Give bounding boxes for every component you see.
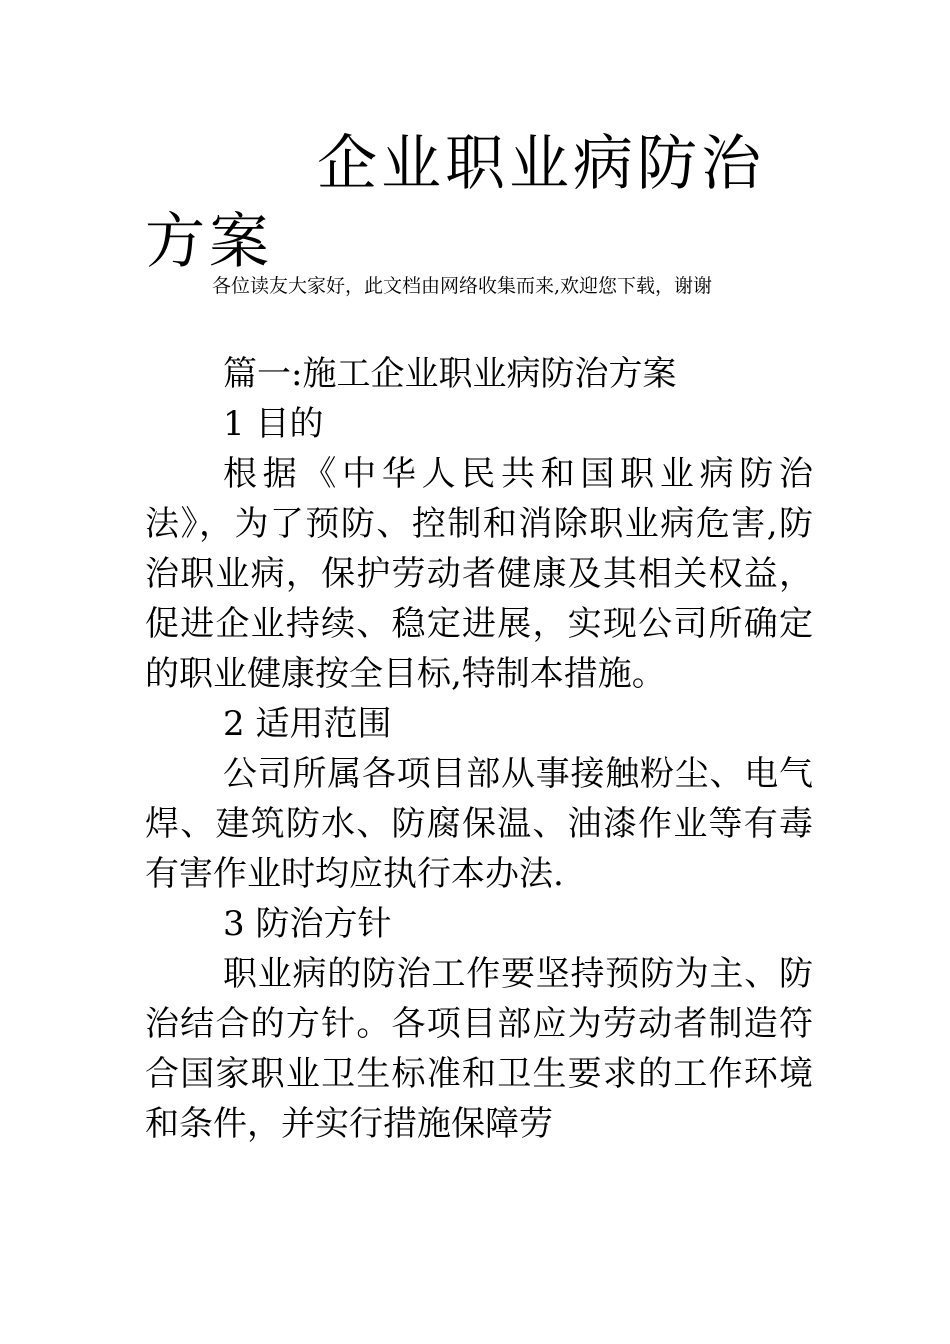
document-title: 企业职业病防治方案 [145,129,765,277]
section-heading-part-one: 篇一:施工企业职业病防治方案 [223,354,677,394]
paragraph-scope: 公司所属各项目部从事接触粉尘、电气焊、建筑防水、防腐保温、油漆作业等有毒有害作业时均应执行本办法. [145,754,813,894]
section-heading-purpose: 1 目的 [223,404,324,444]
download-notice: 各位读友大家好，此文档由网络收集而来,欢迎您下载，谢谢 [212,275,713,297]
section-heading-policy: 3 防治方针 [223,904,392,944]
paragraph-purpose: 根据《中华人民共和国职业病防治法》，为了预防、控制和消除职业病危害,防治职业病，保护劳动者健康及其相关权益，促进企业持续、稳定进展，实现公司所确定的职业健康按全目标,特制本措施。 [145,454,813,694]
section-heading-scope: 2 适用范围 [223,704,392,744]
document-body [145,349,813,1149]
paragraph-policy: 职业病的防治工作要坚持预防为主、防治结合的方针。各项目部应为劳动者制造符合国家职业卫生标准和卫生要求的工作环境和条件，并实行措施保障劳 [145,954,813,1144]
